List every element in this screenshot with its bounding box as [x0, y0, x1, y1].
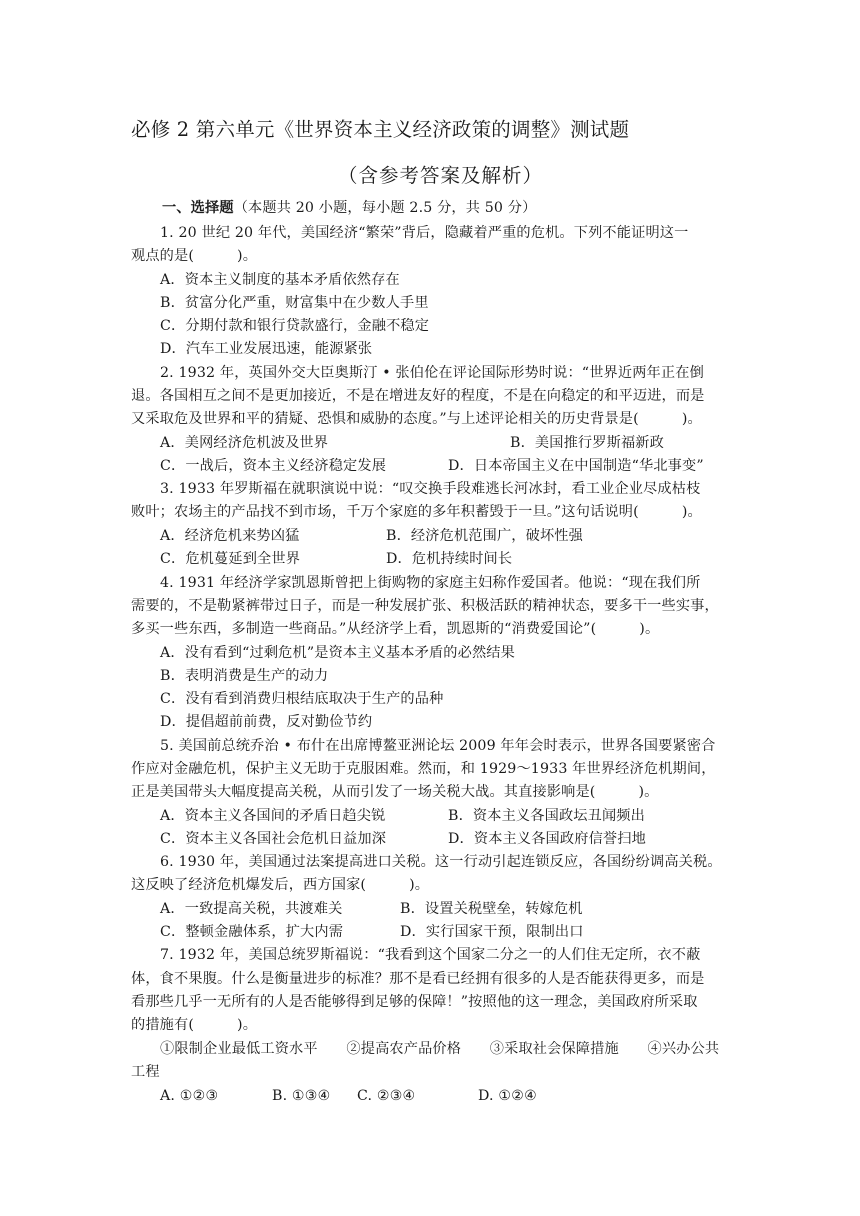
- q6-option-d: D．实行国家干预，限制出口: [400, 924, 584, 940]
- q1-option-c: C．分期付款和银行贷款盛行，金融不稳定: [160, 318, 430, 334]
- q2-stem-line1: 2. 1932 年，英国外交大臣奥斯汀 • 张伯伦在评论国际形势时说：“世界近两年正在倒: [160, 365, 704, 381]
- q1-option-b: B．贫富分化严重，财富集中在少数人手里: [160, 295, 429, 311]
- q3-option-b: B．经济危机范围广，破坏性强: [386, 528, 583, 544]
- section-heading-line: [162, 198, 536, 218]
- q4-option-b: B．表明消费是生产的动力: [160, 668, 329, 684]
- q3-option-a: A．经济危机来势凶猛: [160, 528, 300, 544]
- q7-stem-line3: 看那些几乎一无所有的人是否能够得到足够的保障！”按照他的这一理念，美国政府所采取: [131, 994, 698, 1010]
- page-subtitle: （含参考答案及解析）: [338, 164, 544, 187]
- q3-option-d: D．危机持续时间长: [386, 551, 513, 567]
- q7-stem-line2: 体，食不果腹。什么是衡量进步的标准？那不是看已经拥有很多的人是否能获得更多，而是: [131, 971, 705, 987]
- q7-stem-line1: 7. 1932 年，美国总统罗斯福说：“我看到这个国家二分之一的人们住无定所，衣不蔽: [160, 947, 701, 963]
- q2-stem-line3: 又采取危及世界和平的猜疑、恐惧和威胁的态度。”与上述评论相关的历史背景是( )。: [131, 411, 702, 427]
- q7-items-line1: ①限制企业最低工资水平 ②提高农产品价格 ③采取社会保障措施 ④兴办公共: [160, 1041, 720, 1057]
- q4-stem-line2: 需要的，不是勒紧裤带过日子，而是一种发展扩张、积极活跃的精神状态，要多干一些实事，: [131, 598, 719, 614]
- q4-option-c: C．没有看到消费归根结底取决于生产的品种: [160, 691, 444, 707]
- q4-stem-line1: 4. 1931 年经济学家凯恩斯曾把上街购物的家庭主妇称作爱国者。他说：“现在我们所: [160, 575, 701, 591]
- q6-option-a: A．一致提高关税，共渡难关: [160, 901, 343, 917]
- q7-option-c: C. ②③④: [357, 1088, 416, 1104]
- q1-option-a: A．资本主义制度的基本矛盾依然存在: [160, 272, 400, 288]
- q2-option-d: D．日本帝国主义在中国制造“华北事变”: [448, 458, 704, 474]
- q7-option-b: B. ①③④: [272, 1088, 331, 1104]
- q5-stem-line1: 5. 美国前总统乔治 • 布什在出席博鳌亚洲论坛 2009 年年会时表示，世界各国要紧密合: [160, 738, 716, 754]
- q6-stem-line1: 6. 1930 年，美国通过法案提高进口关税。这一行动引起连锁反应，各国纷纷调高关税。: [160, 854, 722, 870]
- q5-stem-line2: 作应对金融危机，保护主义无助于克服困难。然而，和 1929～1933 年世界经济危机期间，: [131, 761, 716, 777]
- q7-items-line2: 工程: [131, 1064, 160, 1080]
- q4-option-a: A．没有看到“过剩危机”是资本主义基本矛盾的必然结果: [160, 645, 515, 661]
- q5-option-a: A．资本主义各国间的矛盾日趋尖锐: [160, 808, 386, 824]
- q5-option-b: B．资本主义各国政坛丑闻频出: [448, 808, 645, 824]
- q6-option-c: C．整顿金融体系，扩大内需: [160, 924, 344, 940]
- q5-stem-line3: 正是美国带头大幅度提高关税，从而引发了一场关税大战。其直接影响是( )。: [131, 784, 659, 800]
- q1-stem-line1: 1. 20 世纪 20 年代，美国经济“繁荣”背后，隐藏着严重的危机。下列不能证明这一: [160, 225, 689, 241]
- section-note: （本题共 20 小题，每小题 2.5 分，共 50 分）: [233, 200, 537, 216]
- q6-stem-line2: 这反映了经济危机爆发后，西方国家( )。: [131, 877, 430, 893]
- q1-option-d: D．汽车工业发展迅速，能源紧张: [160, 341, 373, 357]
- q6-option-b: B．设置关税壁垒，转嫁危机: [400, 901, 583, 917]
- q7-stem-line4: 的措施有( )。: [131, 1017, 258, 1033]
- q2-stem-line2: 退。各国相互之间不是更加接近，不是在增进友好的程度，不是在向稳定的和平迈进，而是: [131, 388, 705, 404]
- q1-stem-line2: 观点的是( )。: [131, 248, 258, 264]
- q3-option-c: C．危机蔓延到全世界: [160, 551, 301, 567]
- q2-option-a: A．美网经济危机波及世界: [160, 435, 329, 451]
- q4-stem-line3: 多买一些东西，多制造一些商品。”从经济学上看，凯恩斯的“消费爱国论”( )。: [131, 621, 660, 637]
- q5-option-c: C．资本主义各国社会危机日益加深: [160, 831, 387, 847]
- q7-option-a: A. ①②③: [160, 1088, 219, 1104]
- q7-option-d: D. ①②④: [478, 1088, 537, 1104]
- q5-option-d: D．资本主义各国政府信誉扫地: [448, 831, 646, 847]
- section-heading: 一、选择题: [162, 200, 234, 216]
- q4-option-d: D．提倡超前前费，反对勤俭节约: [160, 714, 373, 730]
- q2-option-b: B．美国推行罗斯福新政: [510, 435, 664, 451]
- q2-option-c: C．一战后，资本主义经济稳定发展: [160, 458, 387, 474]
- q3-stem-line1: 3. 1933 年罗斯福在就职演说中说：“叹交换手段难逃长河冰封，看工业企业尽成枯枝: [160, 481, 701, 497]
- q3-stem-line2: 败叶；农场主的产品找不到市场，千万个家庭的多年积蓄毁于一旦。”这句话说明( )。: [131, 504, 702, 520]
- page-title: 必修 2 第六单元《世界资本主义经济政策的调整》测试题: [131, 118, 630, 141]
